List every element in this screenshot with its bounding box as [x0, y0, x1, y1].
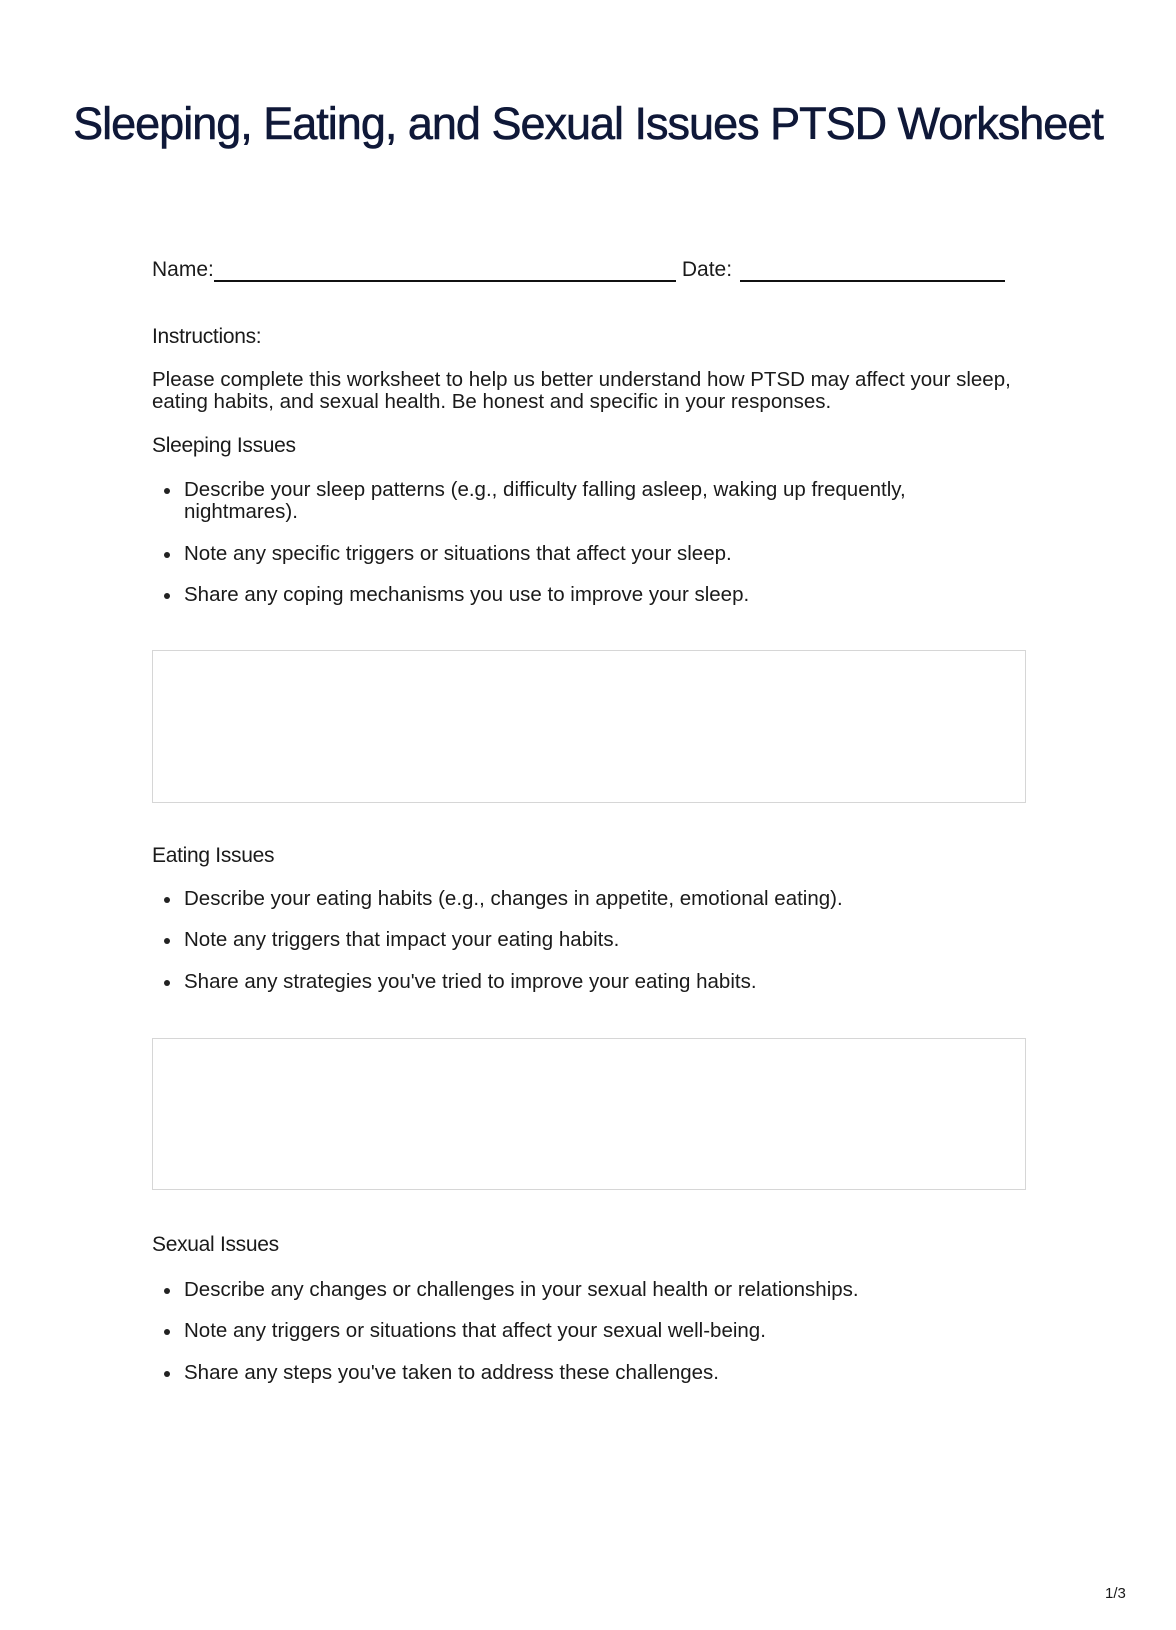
list-item: Describe your eating habits (e.g., changes in appetite, emotional eating).: [184, 888, 964, 910]
name-label: Name:: [152, 258, 214, 281]
list-item: Share any coping mechanisms you use to improve your sleep.: [184, 584, 964, 606]
page-title: Sleeping, Eating, and Sexual Issues PTSD Worksheet: [73, 98, 1103, 149]
list-item: Note any triggers or situations that affect your sexual well-being.: [184, 1320, 964, 1342]
list-item: Note any specific triggers or situations that affect your sleep.: [184, 543, 964, 565]
sexual-heading: Sexual Issues: [152, 1233, 279, 1256]
date-label: Date:: [681, 258, 733, 281]
page-number: 1/3: [1105, 1585, 1126, 1602]
instructions-text: Please complete this worksheet to help us better understand how PTSD may affect your sleep, eating habits, and sexual health. Be honest and specific in your responses.: [152, 368, 1011, 413]
instructions-heading: Instructions:: [152, 325, 262, 348]
list-item: Share any strategies you've tried to improve your eating habits.: [184, 971, 964, 993]
list-item: Share any steps you've taken to address these challenges.: [184, 1362, 964, 1384]
list-item: Describe any changes or challenges in your sexual health or relationships.: [184, 1279, 964, 1301]
eating-heading: Eating Issues: [152, 844, 275, 867]
sleeping-response-box[interactable]: [152, 650, 1026, 803]
name-field[interactable]: [214, 256, 676, 282]
date-field[interactable]: [740, 256, 1005, 282]
list-item: Note any triggers that impact your eating habits.: [184, 929, 964, 951]
name-date-row: [152, 256, 1005, 282]
list-item: Describe your sleep patterns (e.g., difficulty falling asleep, waking up frequently, nightmares).: [184, 479, 964, 523]
eating-response-box[interactable]: [152, 1038, 1026, 1190]
sleeping-heading: Sleeping Issues: [152, 434, 296, 457]
